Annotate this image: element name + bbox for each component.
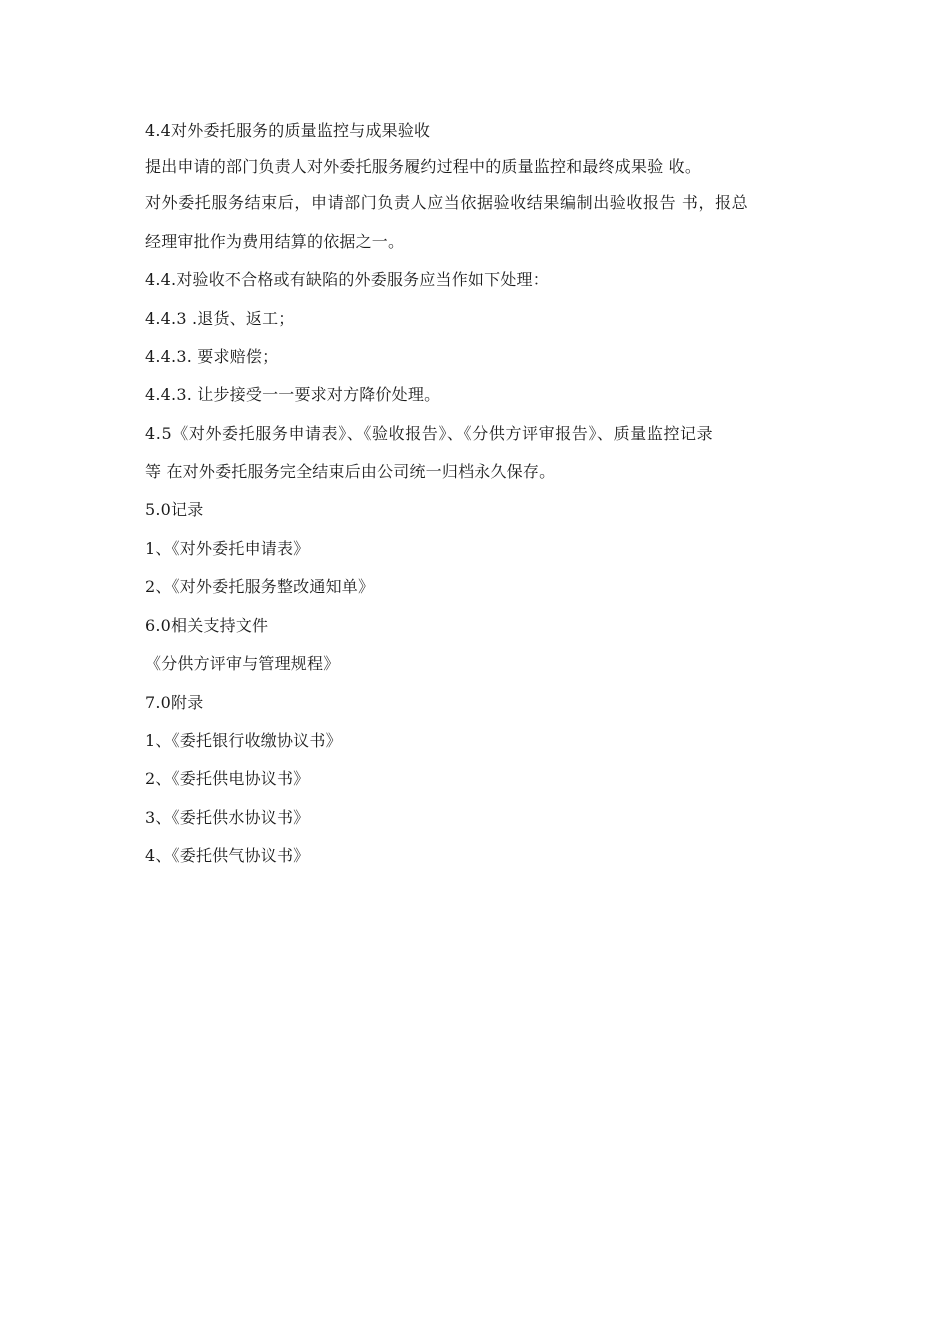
paragraph-line: 对外委托服务结束后，申请部门负责人应当依据验收结果编制出验收报告 书，报总	[145, 193, 749, 212]
list-item: 4.4.3. 让步接受一一要求对方降价处理。	[145, 385, 441, 404]
section-heading-4-4: 4.4对外委托服务的质量监控与成果验收	[145, 121, 431, 140]
list-item: 1、《对外委托申请表》	[145, 539, 310, 558]
list-item: 4.4.3. 要求赔偿；	[145, 347, 279, 366]
list-item: 1、《委托银行收缴协议书》	[145, 731, 342, 750]
list-item: 4、《委托供气协议书》	[145, 846, 310, 865]
section-heading-7-0: 7.0附录	[145, 693, 204, 712]
paragraph-line: 经理审批作为费用结算的依据之一。	[145, 232, 405, 251]
paragraph-line: 等 在对外委托服务完全结束后由公司统一归档永久保存。	[145, 462, 556, 481]
list-item: 3、《委托供水协议书》	[145, 808, 310, 827]
list-item: 2、《对外委托服务整改通知单》	[145, 577, 375, 596]
list-item: 4.4.3 .退货、返工；	[145, 309, 295, 328]
paragraph-line: 4.4.对验收不合格或有缺陷的外委服务应当作如下处理：	[145, 270, 549, 289]
section-heading-6-0: 6.0相关支持文件	[145, 616, 269, 635]
paragraph-line: 提出申请的部门负责人对外委托服务履约过程中的质量监控和最终成果验 收。	[145, 157, 702, 176]
paragraph-line: 4.5《对外委托服务申请表》、《验收报告》、《分供方评审报告》、质量监控记录	[145, 424, 714, 443]
list-item: 《分供方评审与管理规程》	[145, 654, 340, 673]
section-heading-5-0: 5.0记录	[145, 500, 204, 519]
list-item: 2、《委托供电协议书》	[145, 769, 310, 788]
